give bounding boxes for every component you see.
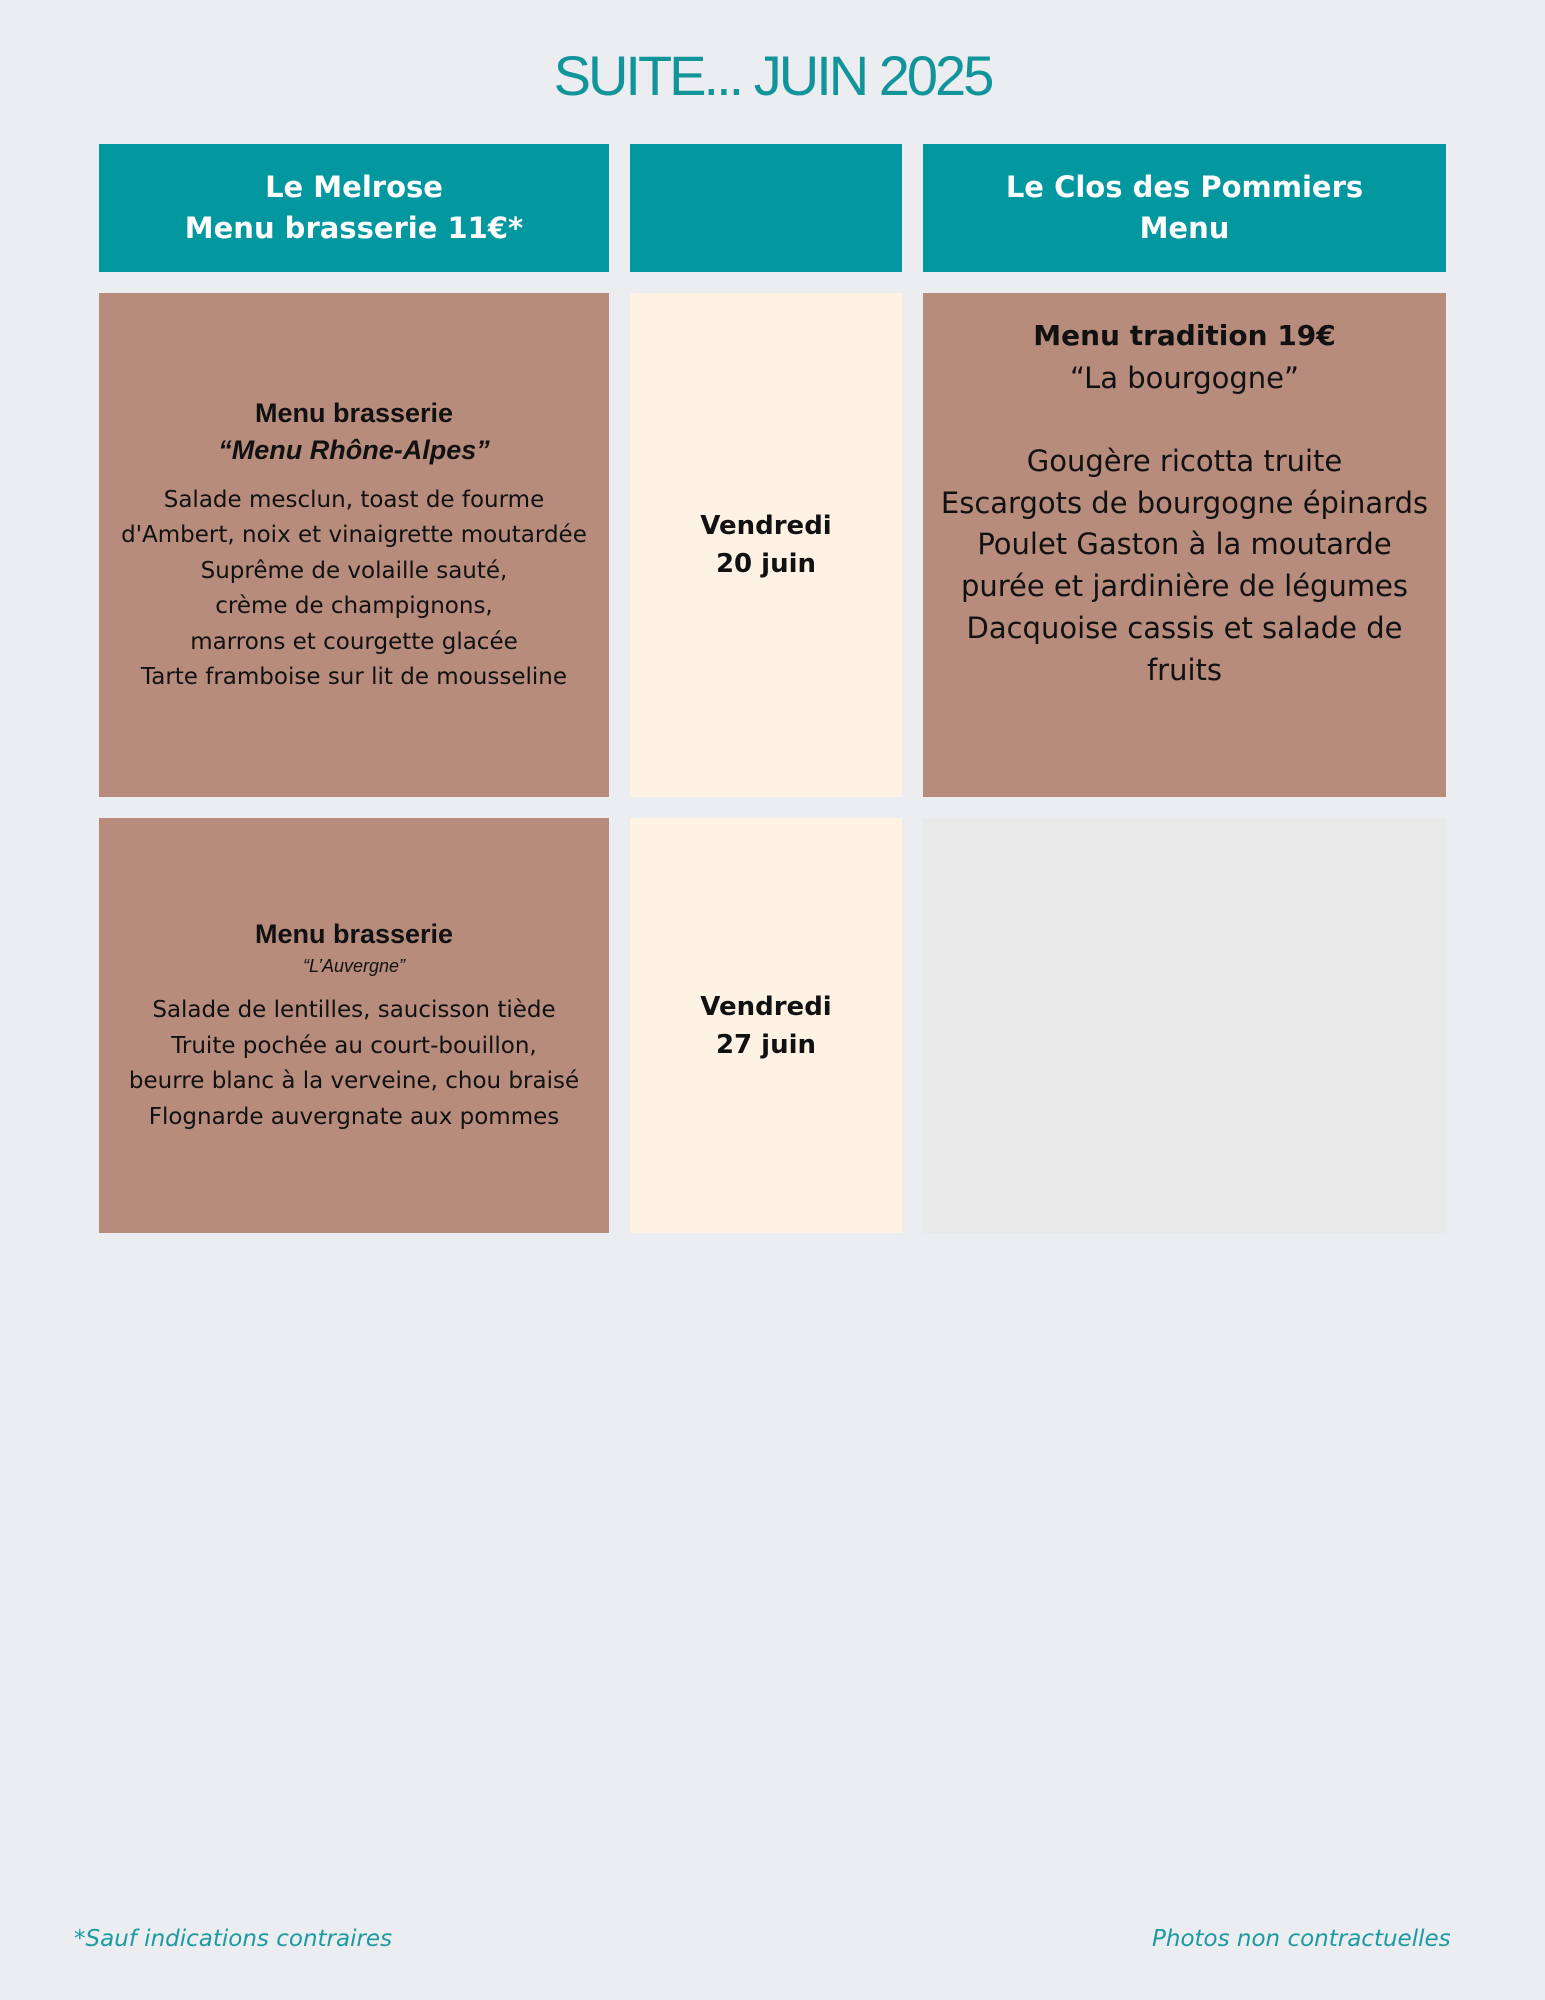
menu-subtitle: “L’Auvergne” bbox=[302, 956, 406, 976]
menu-cell-melrose-27-juin bbox=[99, 818, 609, 1233]
menu-title: Menu brasserie bbox=[254, 397, 454, 428]
date-day: Vendredi bbox=[700, 991, 832, 1022]
date-day: Vendredi bbox=[700, 511, 832, 541]
page-title: SUITE... JUIN 2025 bbox=[553, 44, 992, 107]
menu-title: Menu brasserie bbox=[254, 919, 454, 949]
menu-subtitle: “La bourgogne” bbox=[1069, 361, 1300, 395]
menu-subtitle: “Menu Rhône-Alpes” bbox=[218, 434, 490, 465]
menu-cell-clos-des-pommiers-20-juin bbox=[923, 293, 1446, 797]
menu-title: Menu tradition 19€ bbox=[1033, 319, 1336, 352]
date-value: 20 juin bbox=[715, 549, 817, 579]
header-le-melrose bbox=[99, 144, 609, 272]
footnote-photos: Photos non contractuelles bbox=[1152, 1926, 1451, 1952]
menu-dishes: Salade de lentilles, saucisson tiède Truite pochée au court-bouillon, beurre blanc à la verveine, chou braisé Flognarde auvergnate aux pommes bbox=[128, 997, 580, 1130]
menu-dishes: Gougère ricotta truite Escargots de bourgogne épinards Poulet Gaston à la moutarde purée et jardinière de légumes Dacquoise cassis et salade de fruits bbox=[940, 444, 1429, 687]
date-cell-27-juin bbox=[630, 818, 902, 1233]
header-menu-label: Menu bbox=[1139, 211, 1230, 245]
header-restaurant-name: Le Clos des Pommiers bbox=[1005, 170, 1364, 204]
date-value: 27 juin bbox=[715, 1029, 817, 1060]
header-date-column bbox=[630, 144, 902, 272]
header-le-clos-des-pommiers bbox=[923, 144, 1446, 272]
date-cell-20-juin bbox=[630, 293, 902, 797]
header-restaurant-name: Le Melrose bbox=[265, 170, 443, 204]
header-menu-label: Menu brasserie 11€* bbox=[184, 211, 524, 245]
menu-dishes: Salade mesclun, toast de fourme d'Ambert, noix et vinaigrette moutardée Suprême de volaille sauté, crème de champignons, marrons et courgette glacée Tarte framboise sur lit de mousseline bbox=[121, 486, 587, 690]
empty-cell-clos-des-pommiers-27-juin bbox=[923, 818, 1446, 1233]
menu-cell-melrose-20-juin bbox=[99, 293, 609, 797]
footnote-conditions: *Sauf indications contraires bbox=[74, 1926, 393, 1952]
